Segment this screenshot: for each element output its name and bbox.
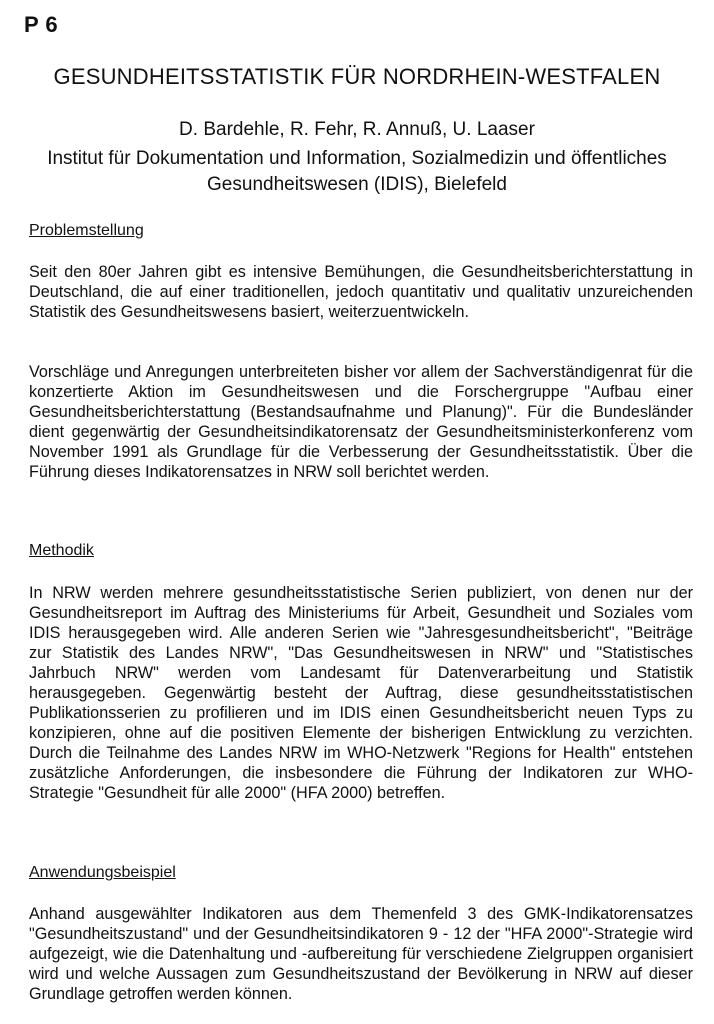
paragraph-problem-2: Vorschläge und Anregungen unterbreiteten bisher vor allem der Sachverständigenrat für die konzertierte Aktion im Gesundheitswesen und die Forschergruppe "Aufbau einer Gesundheitsberichterstattung (Bestandsaufnahme und Planung)". Für die Bundesländer dient gegenwärtig der Gesundheitsindikatorensatz der Gesundheitsministerkonferenz vom November 1991 als Grundlage für die Verbesserung der Gesundheitsstatistik. Über die Führung dieses Indikatorensatzes in NRW soll berichtet werden. [29,363,693,481]
paragraph-problem-1: Seit den 80er Jahren gibt es intensive Bemühungen, die Gesundheitsberichterstattung in Deutschland, die auf einer traditionellen, jedoch quantitativ und qualitativ unzureichenden Statistik des Gesundheitswesens basiert, weiterzuentwickeln. [29,263,693,321]
page-label: P 6 [24,12,59,37]
section-heading-problem: Problemstellung [29,222,144,239]
paragraph-method-1: In NRW werden mehrere gesundheitsstatistische Serien publiziert, von denen nur der Gesundheitsreport im Auftrag des Ministeriums für Arbeit, Gesundheit und Soziales vom IDIS herausgegeben wird. Alle anderen Serien wie "Jahresgesundheitsbericht", "Beiträge zur Statistik des Landes NRW", "Das Gesundheitswesen in NRW" und "Statistisches Jahrbuch NRW" werden vom Landesamt für Datenverarbeitung und Statistik herausgegeben. Gegenwärtig besteht der Auftrag, diese gesundheitsstatistischen Publikationsserien zu profilieren und im IDIS einen Gesundheitsbericht neuen Typs zu konzipieren, ohne auf die positiven Elemente der bisherigen Entwicklung zu verzichten. Durch die Teilnahme des Landes NRW im WHO-Netzwerk "Regions for Health" entstehen zusätzliche Anforderungen, die insbesondere die Führung der Indikatoren zur WHO-Strategie "Gesundheit für alle 2000" (HFA 2000) betreffen. [29,584,693,802]
paper-title: GESUNDHEITSSTATISTIK FÜR NORDRHEIN-WESTFALEN [53,64,661,89]
institute-affiliation: Institut für Dokumentation und Information, Sozialmedizin und öffentliches Gesundheitswesen (IDIS), Bielefeld [47,148,667,195]
author-list: D. Bardehle, R. Fehr, R. Annuß, U. Laaser [179,119,535,140]
section-heading-example: Anwendungsbeispiel [29,864,176,881]
paragraph-example-1: Anhand ausgewählter Indikatoren aus dem Themenfeld 3 des GMK-Indikatorensatzes "Gesundheitszustand" und der Gesundheitsindikatoren 9 - 12 der "HFA 2000"-Strategie wird aufgezeigt, wie die Datenhaltung und -aufbereitung für verschiedene Zielgruppen organisiert wird und welche Aussagen zum Gesundheitszustand der Bevölkerung in NRW auf dieser Grundlage getroffen werden können. [29,905,693,1003]
section-heading-method: Methodik [29,542,94,559]
